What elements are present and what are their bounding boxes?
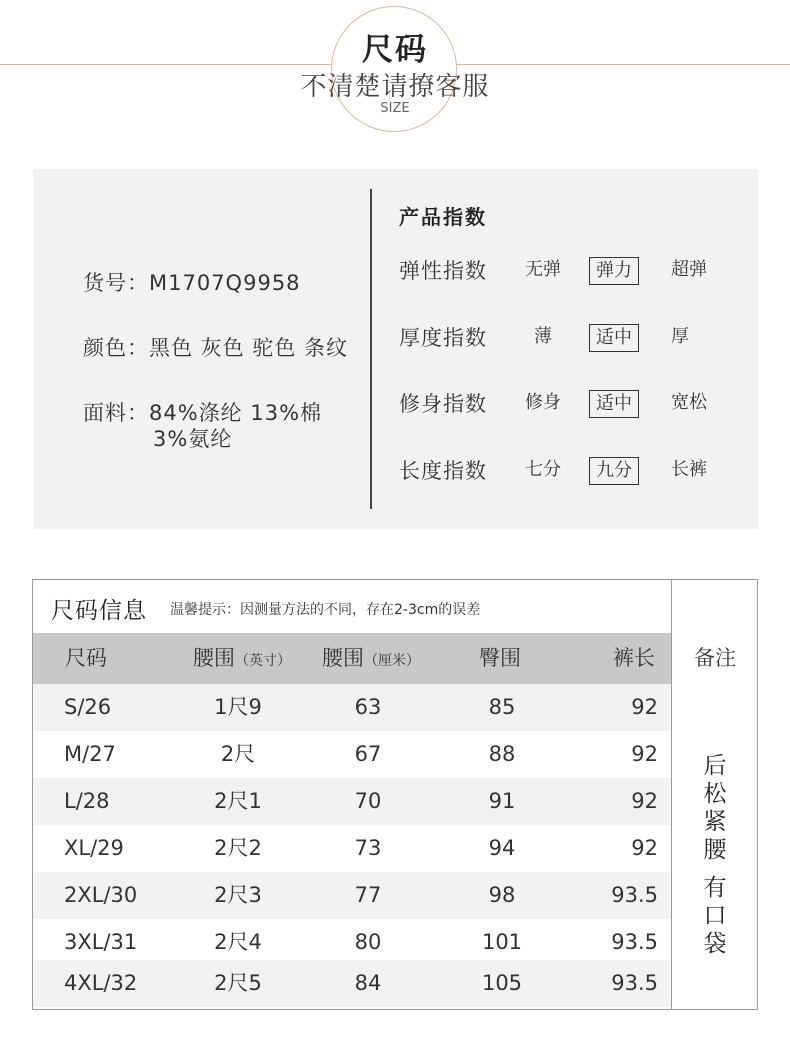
table-row [33, 778, 671, 825]
index-option-selected: 适中 [589, 390, 639, 418]
remark-char: 腰 [703, 837, 727, 863]
table-row [33, 919, 671, 966]
remark-char: 口 [703, 903, 727, 929]
index-option: 宽松 [671, 392, 707, 413]
size-table [32, 579, 758, 1010]
table-header [33, 633, 671, 684]
cell-waist-cm: 77 [354, 883, 382, 907]
header-waist-cm-label: 腰围 [322, 646, 364, 670]
table-row [33, 960, 671, 1007]
cell-waist-cm: 67 [354, 742, 382, 766]
cell-waist-inch: 1尺9 [214, 695, 262, 719]
index-option-selected: 适中 [589, 324, 639, 352]
header-remark: 备注 [694, 646, 736, 670]
fabric-label: 面料： [83, 401, 149, 425]
cell-size: L/28 [64, 789, 110, 813]
table-row [33, 684, 671, 731]
cell-hip: 88 [488, 742, 516, 766]
size-table-title: 尺码信息 [51, 598, 147, 624]
header-hip: 臀围 [479, 646, 521, 670]
table-row [33, 825, 671, 872]
header-waist-inch-unit: （英寸） [235, 653, 291, 669]
cell-waist-inch: 2尺 [220, 742, 256, 766]
index-option: 长裤 [671, 459, 707, 480]
remark-char: 后 [703, 753, 727, 779]
header-waist-cm-unit: （厘米） [364, 653, 420, 669]
index-option: 厚 [671, 326, 689, 347]
cell-waist-inch: 2尺3 [214, 883, 262, 907]
index-option: 修身 [525, 392, 561, 413]
cell-size: XL/29 [64, 836, 124, 860]
cell-length: 93.5 [611, 971, 658, 995]
cell-length: 93.5 [611, 930, 658, 954]
product-info-panel [33, 169, 758, 529]
index-label: 厚度指数 [399, 326, 487, 350]
remark-char: 紧 [703, 809, 727, 835]
header-waist-inch [193, 633, 291, 684]
cell-waist-inch: 2尺2 [214, 836, 262, 860]
cell-waist-cm: 73 [354, 836, 382, 860]
color-row [83, 332, 348, 362]
index-row-length [399, 455, 749, 487]
index-option: 七分 [525, 459, 561, 480]
fabric-value-line2: 3%氨纶 [153, 427, 233, 451]
cell-waist-inch: 2尺4 [214, 930, 262, 954]
index-row-fit [399, 388, 749, 420]
header-waist-inch-label: 腰围 [193, 646, 235, 670]
cell-size: 3XL/31 [64, 930, 138, 954]
item-number-label: 货号： [83, 271, 149, 295]
cell-waist-cm: 84 [354, 971, 382, 995]
index-row-thickness [399, 322, 749, 354]
cell-length: 92 [631, 836, 658, 860]
cell-length: 92 [631, 789, 658, 813]
cell-hip: 105 [481, 971, 523, 995]
cell-waist-inch: 2尺5 [214, 971, 262, 995]
item-number-value: M1707Q9958 [149, 271, 301, 295]
cell-length: 92 [631, 695, 658, 719]
remark-gap [672, 864, 758, 874]
cell-hip: 91 [488, 789, 516, 813]
cell-size: S/26 [64, 695, 112, 719]
index-label: 修身指数 [399, 392, 487, 416]
header-length: 裤长 [613, 646, 655, 670]
page-subtitle-en: SIZE [380, 101, 410, 116]
cell-length: 93.5 [611, 883, 658, 907]
header-waist-cm [322, 633, 420, 684]
cell-hip: 101 [481, 930, 523, 954]
index-label: 弹性指数 [399, 259, 487, 283]
cell-waist-cm: 80 [354, 930, 382, 954]
table-row [33, 872, 671, 919]
item-number-row [83, 267, 301, 297]
cell-hip: 98 [488, 883, 516, 907]
cell-size: 2XL/30 [64, 883, 138, 907]
header-size: 尺码 [65, 646, 107, 670]
fabric-row-2 [153, 423, 232, 453]
cell-waist-cm: 70 [354, 789, 382, 813]
index-option: 超弹 [671, 259, 707, 280]
index-option-selected: 九分 [589, 457, 639, 485]
color-label: 颜色： [83, 336, 149, 360]
cell-length: 92 [631, 742, 658, 766]
index-label: 长度指数 [399, 459, 487, 483]
color-value: 黑色 灰色 驼色 条纹 [149, 336, 349, 360]
product-index-title: 产品指数 [399, 205, 487, 229]
index-row-elasticity [399, 255, 749, 287]
remark-char: 有 [703, 875, 727, 901]
panel-divider [370, 189, 372, 509]
cell-size: 4XL/32 [64, 971, 138, 995]
measurement-tip: 温馨提示：因测量方法的不同，存在2-3cm的误差 [170, 602, 481, 618]
page-subtitle: 不清楚请撩客服 [300, 72, 490, 102]
cell-waist-inch: 2尺1 [214, 789, 262, 813]
remark-text [672, 752, 758, 958]
index-option-selected: 弹力 [589, 257, 639, 285]
fabric-value-line1: 84%涤纶 13%棉 [149, 401, 323, 425]
remark-char: 袋 [703, 931, 727, 957]
cell-waist-cm: 63 [354, 695, 382, 719]
remark-char: 松 [703, 781, 727, 807]
page-title: 尺码 [362, 32, 428, 68]
cell-hip: 94 [488, 836, 516, 860]
index-option: 无弹 [525, 259, 561, 280]
index-option: 薄 [534, 326, 552, 347]
table-row [33, 731, 671, 778]
cell-hip: 85 [488, 695, 516, 719]
cell-size: M/27 [64, 742, 116, 766]
